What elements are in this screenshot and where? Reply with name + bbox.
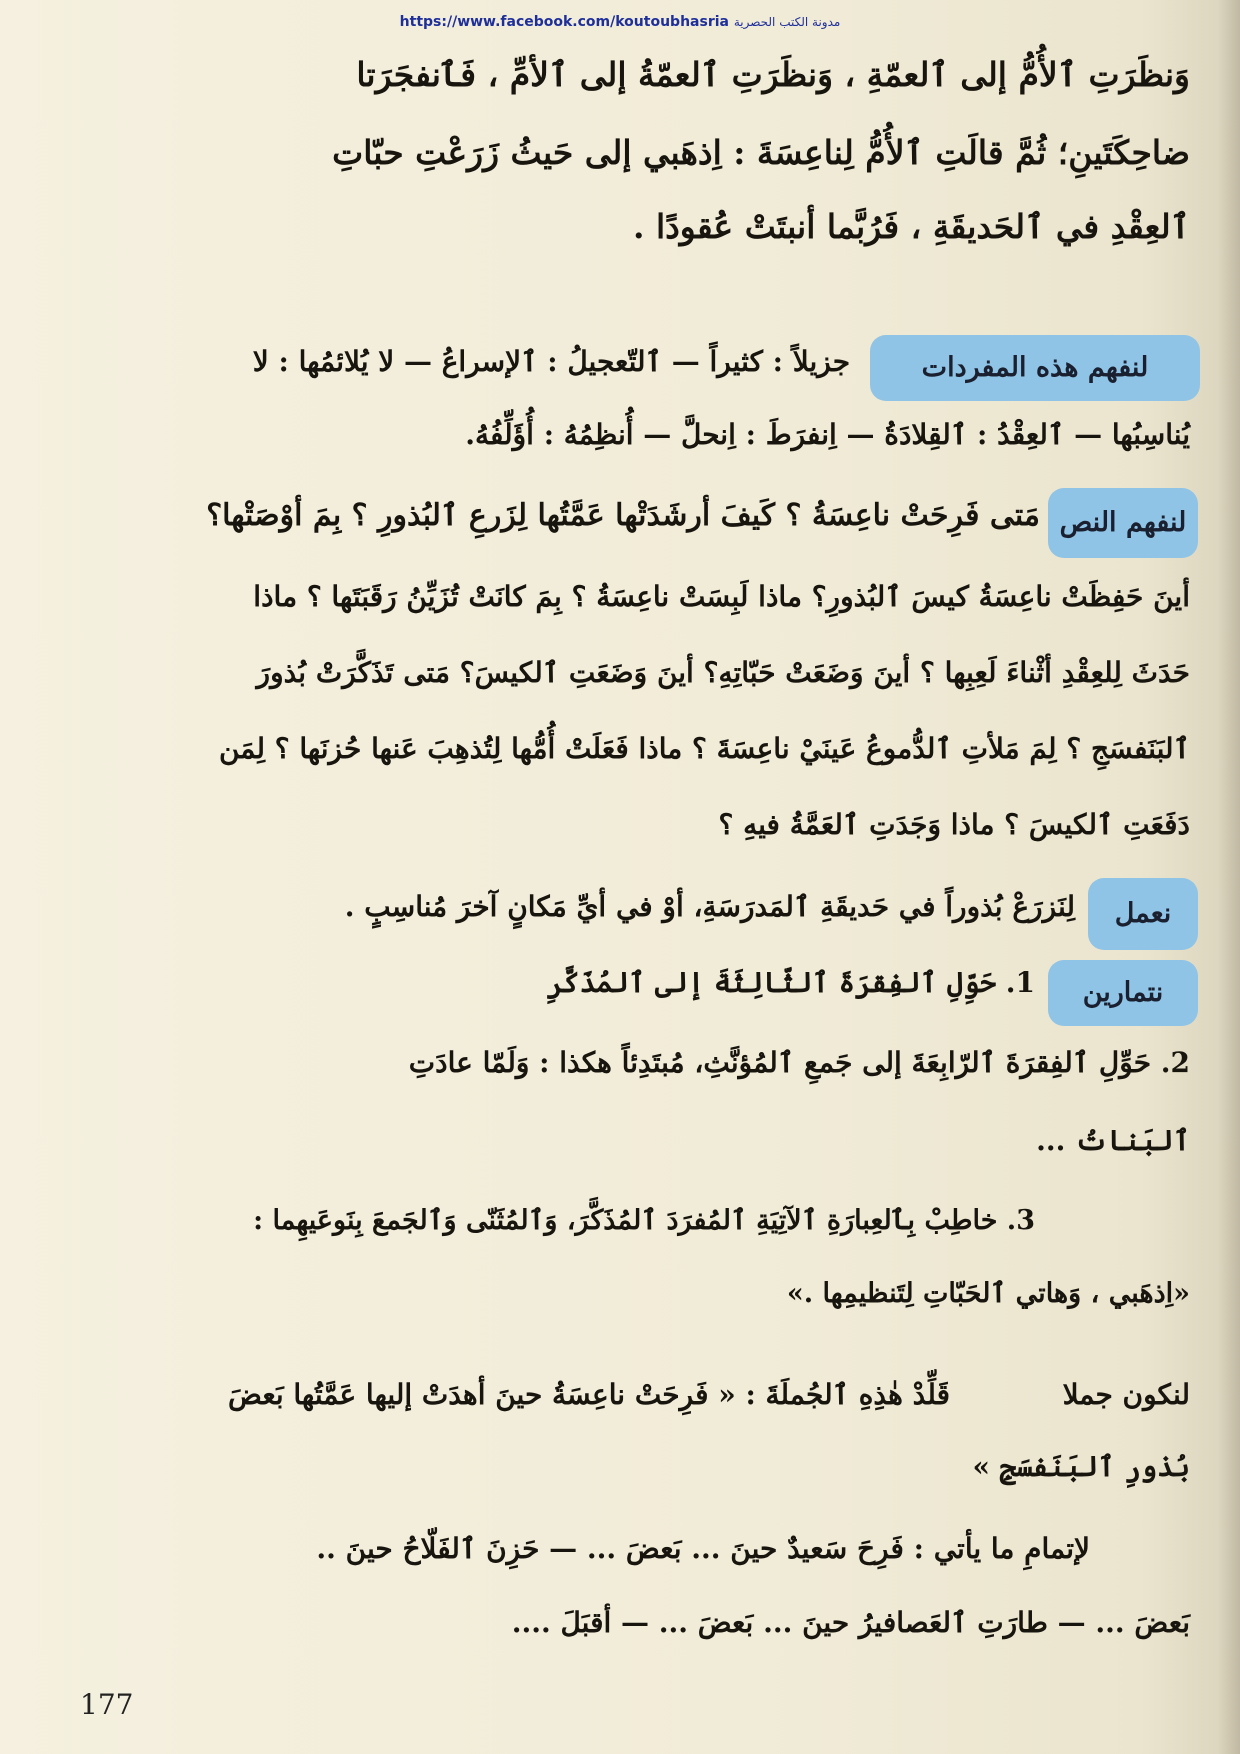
passage-line-2: ضاحِكَتَينِ؛ ثُمَّ قالَتِ ٱلأُمُّ لِناعِسَةَ : اِذهَبي إلى حَيثُ زَرَعْتِ حبّاتِ: [332, 133, 1190, 172]
exercise-item-3-line-2: «اِذهَبي ، وَهاتي ٱلحَبّاتِ لِتَنظيمِها .»: [786, 1278, 1190, 1309]
page-spine-shadow: [1218, 0, 1240, 1754]
sentences-line-3: لإتمامِ ما يأتي : فَرِحَ سَعيدٌ حينَ ... بَعضَ ... — حَزِنَ ٱلفَلّاحُ حينَ ..: [316, 1532, 1090, 1565]
comprehension-line-1: مَتى فَرِحَتْ ناعِسَةُ ؟ كَيفَ أرشَدَتْها عَمَّتُها لِزَرعِ ٱلبُذورِ ؟ بِمَ أوْصَتْها؟: [206, 498, 1040, 533]
sentences-line-4: بَعضَ ... — طارَتِ ٱلعَصافيرُ حينَ ... بَعضَ ... — أقبَلَ ....: [511, 1606, 1190, 1639]
header-url[interactable]: https://www.facebook.com/koutoubhasria: [399, 14, 729, 30]
exercise-item-2-line-2: ٱلبَناتُ ...: [1036, 1124, 1190, 1157]
comprehension-line-4: ٱلبَنَفسَجِ ؟ لِمَ مَلأتِ ٱلدُّموعُ عَينَيْ ناعِسَةَ ؟ ماذا فَعَلَتْ أُمُّها لِتُذهِبَ عَنها حُزنَها ؟ لِمَن: [218, 732, 1190, 765]
comprehension-line-5: دَفَعَتِ ٱلكيسَ ؟ ماذا وَجَدَتِ ٱلعَمَّةُ فيهِ ؟: [718, 808, 1190, 841]
comprehension-line-3: حَدَثَ لِلعِقْدِ أثْناءَ لَعِبِها ؟ أينَ وَضَعَتْ حَبّاتِهِ؟ أينَ وَضَعَتِ ٱلكيسَ؟ مَتى تَذَكَّرَتْ بُذورَ: [256, 656, 1190, 689]
sentences-line-1: قَلِّدْ هٰذِهِ ٱلجُملَةَ : « فَرِحَتْ ناعِسَةُ حينَ أهدَتْ إليها عَمَّتُها بَعضَ: [228, 1378, 950, 1411]
exercises-label: نتمارين: [1048, 960, 1198, 1026]
vocab-label: لنفهم هذه المفردات: [870, 335, 1200, 401]
page-number: 177: [80, 1688, 134, 1721]
vocab-line-2: يُناسِبُها — ٱلعِقْدُ : ٱلقِلادَةُ — اِنفرَطَ : اِنحلَّ — أُنظِمُهُ : أُؤَلِّفُهُ.: [465, 418, 1190, 451]
comprehension-line-2: أينَ حَفِظَتْ ناعِسَةُ كيسَ ٱلبُذورِ؟ ماذا لَبِسَتْ ناعِسَةُ ؟ بِمَ كانَتْ تُزَيِّنُ رَقَبَتَها ؟ ماذا: [253, 580, 1190, 613]
activity-label: نعمل: [1088, 878, 1198, 950]
exercise-item-1: 1. حَوِّلِ ٱلفِقرَةَ ٱلثّالِثَةَ إلى ٱلمُذَكَّرِ: [546, 966, 1035, 999]
comprehension-label: لنفهم النص: [1048, 488, 1198, 558]
passage-line-3: ٱلعِقْدِ في ٱلحَديقَةِ ، فَرُبَّما أنبتَتْ عُقودًا .: [632, 207, 1190, 246]
exercise-item-3-line-1: 3. خاطِبْ بِٱلعِبارَةِ ٱلآتِيَةِ ٱلمُفرَدَ ٱلمُذَكَّرَ، وَٱلمُثَنّى وَٱلجَمعَ بِنَوعَيهِما :: [253, 1205, 1035, 1236]
sentences-label: لنكون جملا: [1062, 1378, 1190, 1411]
header-watermark: [0, 14, 1240, 30]
sentences-line-2: بُذورِ ٱلبَنَفسَجِ »: [972, 1450, 1190, 1483]
passage-line-1: وَنظَرَتِ ٱلأُمُّ إلى ٱلعمّةِ ، وَنظَرَتِ ٱلعمّةُ إلى ٱلأمِّ ، فَٱنفجَرَتا: [356, 55, 1190, 94]
activity-line-1: لِنَزرَعْ بُذوراً في حَديقَةِ ٱلمَدرَسَةِ، أوْ في أيِّ مَكانٍ آخرَ مُناسِبٍ .: [344, 890, 1075, 923]
vocab-line-1: جزيلاً : كثيراً — ٱلتّعجيلُ : ٱلإسراعُ — لا يُلائمُها : لا: [252, 345, 850, 378]
exercise-item-2-line-1: 2. حَوِّلِ ٱلفِقرَةَ ٱلرّابِعَةَ إلى جَمعِ ٱلمُؤنَّثِ، مُبتَدِئاً هكذا : وَلَمّا عادَتِ: [408, 1046, 1190, 1079]
header-blog-name: مدونة الكتب الحصرية: [733, 15, 841, 29]
